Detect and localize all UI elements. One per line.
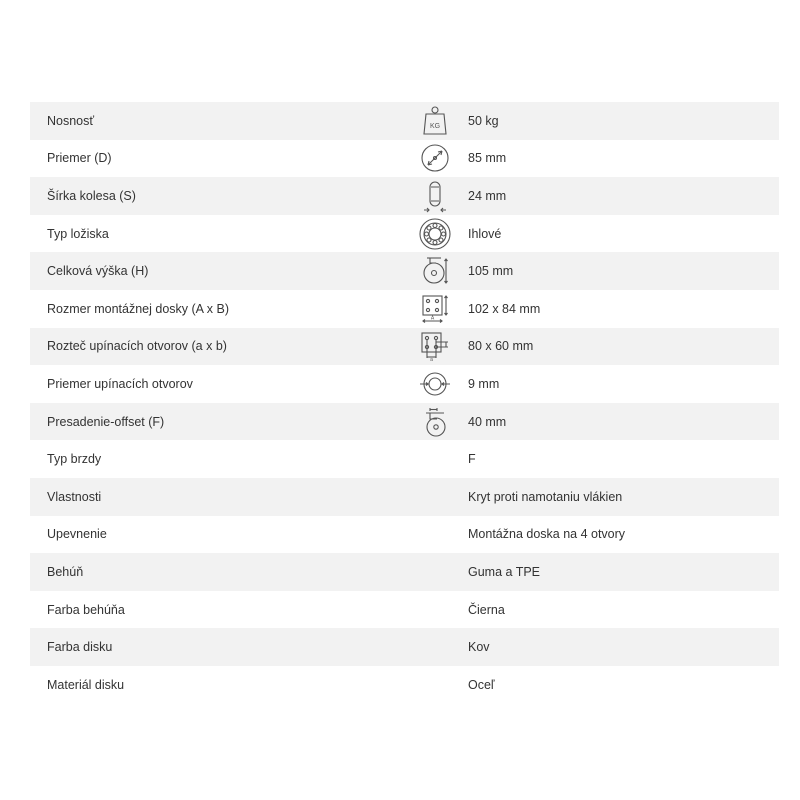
empty-icon-cell bbox=[402, 628, 468, 666]
spec-label: Šírka kolesa (S) bbox=[47, 188, 136, 203]
spec-label: Presadenie-offset (F) bbox=[47, 414, 165, 429]
hole-diameter-icon bbox=[402, 365, 468, 403]
empty-icon-cell bbox=[402, 666, 468, 704]
spec-value: 85 mm bbox=[468, 151, 507, 166]
spec-label: Celková výška (H) bbox=[47, 264, 149, 279]
spec-value: Čierna bbox=[468, 602, 505, 617]
spec-label: Nosnosť bbox=[47, 113, 95, 128]
spec-row bbox=[30, 328, 779, 366]
empty-icon-cell bbox=[402, 440, 468, 478]
spec-table bbox=[30, 102, 779, 704]
spec-row bbox=[30, 553, 779, 591]
spec-row bbox=[30, 215, 779, 253]
spec-row bbox=[30, 177, 779, 215]
empty-icon-cell bbox=[402, 516, 468, 554]
empty-icon-cell bbox=[402, 591, 468, 629]
spec-value: 9 mm bbox=[468, 376, 500, 391]
spec-label: Behúň bbox=[47, 564, 84, 579]
spec-row bbox=[30, 290, 779, 328]
spec-value: Oceľ bbox=[468, 677, 495, 692]
spec-label: Upevnenie bbox=[47, 527, 107, 542]
spec-value: 80 x 60 mm bbox=[468, 339, 534, 354]
dimension-a-text: A bbox=[430, 315, 435, 322]
spec-label: Rozmer montážnej dosky (A x B) bbox=[47, 301, 230, 316]
spec-value: Guma a TPE bbox=[468, 564, 541, 579]
wheel-diameter-icon bbox=[402, 140, 468, 178]
mounting-plate-size-icon bbox=[402, 290, 468, 328]
spec-row bbox=[30, 252, 779, 290]
offset-icon bbox=[402, 403, 468, 441]
spec-row bbox=[30, 440, 779, 478]
kg-text: KG bbox=[429, 122, 441, 130]
spec-value: 24 mm bbox=[468, 188, 507, 203]
spec-row bbox=[30, 365, 779, 403]
spec-label: Vlastnosti bbox=[47, 489, 102, 504]
spec-row bbox=[30, 628, 779, 666]
spec-label: Materiál disku bbox=[47, 677, 125, 692]
spec-label: Typ ložiska bbox=[47, 226, 109, 241]
spec-value: Kov bbox=[468, 640, 490, 655]
spec-value: Ihlové bbox=[468, 226, 502, 241]
spec-row bbox=[30, 516, 779, 554]
spec-label: Priemer (D) bbox=[47, 151, 112, 166]
spec-label: Farba disku bbox=[47, 640, 113, 655]
spec-value: 40 mm bbox=[468, 414, 507, 429]
spec-row bbox=[30, 403, 779, 441]
spec-value: 50 kg bbox=[468, 113, 499, 128]
hole-spacing-icon bbox=[402, 328, 468, 366]
wheel-width-icon bbox=[402, 177, 468, 215]
weight-kg-icon bbox=[402, 102, 468, 140]
spec-row bbox=[30, 102, 779, 140]
dimension-small-a-text: a bbox=[430, 357, 433, 364]
spec-value: 105 mm bbox=[468, 264, 514, 279]
spec-row bbox=[30, 591, 779, 629]
spec-row bbox=[30, 140, 779, 178]
spec-value: Montážna doska na 4 otvory bbox=[468, 527, 626, 542]
spec-label: Rozteč upínacích otvorov (a x b) bbox=[47, 339, 227, 354]
spec-value: F bbox=[468, 452, 476, 467]
spec-value: 102 x 84 mm bbox=[468, 301, 541, 316]
bearing-icon bbox=[402, 215, 468, 253]
empty-icon-cell bbox=[402, 478, 468, 516]
total-height-icon bbox=[402, 252, 468, 290]
empty-icon-cell bbox=[402, 553, 468, 591]
spec-label: Priemer upínacích otvorov bbox=[47, 376, 193, 391]
spec-row bbox=[30, 478, 779, 516]
spec-value: Kryt proti namotaniu vlákien bbox=[468, 489, 623, 504]
spec-label: Farba behúňa bbox=[47, 602, 125, 617]
spec-row bbox=[30, 666, 779, 704]
spec-label: Typ brzdy bbox=[47, 452, 102, 467]
